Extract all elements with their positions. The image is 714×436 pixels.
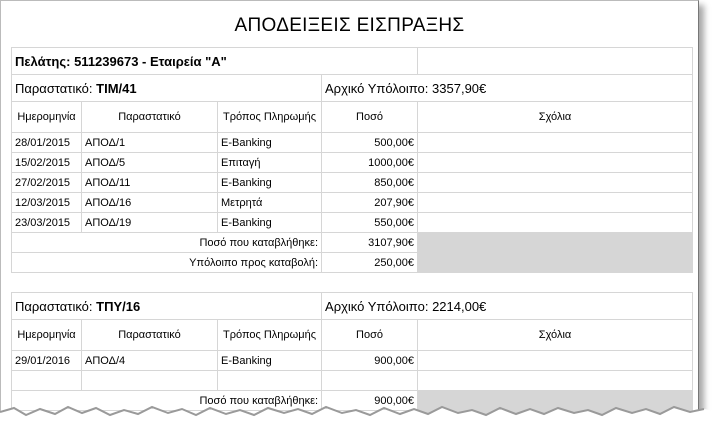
table-row bbox=[12, 133, 693, 153]
col-amount: Ποσό bbox=[322, 102, 418, 133]
row-method: E-Banking bbox=[218, 133, 322, 153]
document-row bbox=[12, 293, 693, 320]
col-doc: Παραστατικό bbox=[82, 320, 218, 351]
customer-row bbox=[12, 48, 693, 75]
row-amount: 850,00€ bbox=[322, 173, 418, 193]
row-method: Μετρητά bbox=[218, 193, 322, 213]
doc-label: Παραστατικό: bbox=[15, 80, 93, 96]
paid-label: Ποσό που καταβλήθηκε: bbox=[12, 233, 322, 253]
row-amount: 500,00€ bbox=[322, 133, 418, 153]
table-row bbox=[12, 173, 693, 193]
page-title: ΑΠΟΔΕΙΞΕΙΣ ΕΙΣΠΡΑΞΗΣ bbox=[234, 15, 465, 36]
row-comment bbox=[418, 351, 693, 371]
initial-balance-value: 3357,90€ bbox=[432, 80, 487, 96]
row-date: 27/02/2015 bbox=[12, 173, 82, 193]
row-method: Επιταγή bbox=[218, 153, 322, 173]
row-amount: 550,00€ bbox=[322, 213, 418, 233]
col-amount: Ποσό bbox=[322, 320, 418, 351]
initial-balance-label: Αρχικό Υπόλοιπο: bbox=[325, 298, 429, 314]
initial-balance-label: Αρχικό Υπόλοιπο: bbox=[325, 80, 429, 96]
table-row bbox=[12, 371, 693, 391]
row-comment bbox=[418, 173, 693, 193]
row-doc: ΑΠΟΔ/1 bbox=[82, 133, 218, 153]
row-date: 29/01/2016 bbox=[12, 351, 82, 371]
row-doc: ΑΠΟΔ/5 bbox=[82, 153, 218, 173]
col-comments: Σχόλια bbox=[418, 102, 693, 133]
paid-value: 3107,90€ bbox=[322, 233, 418, 253]
paid-label: Ποσό που καταβλήθηκε: bbox=[12, 391, 322, 411]
col-doc: Παραστατικό bbox=[82, 102, 218, 133]
row-date: 12/03/2015 bbox=[12, 193, 82, 213]
doc-label: Παραστατικό: bbox=[15, 298, 93, 314]
row-method: E-Banking bbox=[218, 351, 322, 371]
col-comments: Σχόλια bbox=[418, 320, 693, 351]
customer-label: Πελάτης: bbox=[15, 53, 71, 69]
row-doc: ΑΠΟΔ/4 bbox=[82, 351, 218, 371]
col-method: Τρόπος Πληρωμής bbox=[218, 320, 322, 351]
col-date: Ημερομηνία bbox=[12, 102, 82, 133]
remaining-label: Υπόλοιπο προς καταβολή: bbox=[12, 253, 322, 273]
torn-edge-decoration bbox=[0, 402, 714, 436]
row-date: 15/02/2015 bbox=[12, 153, 82, 173]
col-method: Τρόπος Πληρωμής bbox=[218, 102, 322, 133]
customer-value: 511239673 - Εταιρεία "Α" bbox=[74, 53, 227, 69]
row-comment bbox=[418, 193, 693, 213]
row-doc: ΑΠΟΔ/16 bbox=[82, 193, 218, 213]
row-amount: 1000,00€ bbox=[322, 153, 418, 173]
doc-value: ΤΙΜ/41 bbox=[96, 80, 137, 96]
row-comment bbox=[418, 153, 693, 173]
column-headers bbox=[12, 102, 693, 133]
row-amount: 207,90€ bbox=[322, 193, 418, 213]
column-headers bbox=[12, 320, 693, 351]
table-row bbox=[12, 351, 693, 371]
row-date: 23/03/2015 bbox=[12, 213, 82, 233]
initial-balance-value: 2214,00€ bbox=[432, 298, 487, 314]
table-row bbox=[12, 213, 693, 233]
remaining-value: 250,00€ bbox=[322, 253, 418, 273]
doc-value: ΤΠΥ/16 bbox=[96, 298, 141, 314]
row-method: E-Banking bbox=[218, 173, 322, 193]
receipts-table-1 bbox=[11, 47, 693, 273]
paid-total-row bbox=[12, 233, 693, 253]
row-doc: ΑΠΟΔ/19 bbox=[82, 213, 218, 233]
row-method: E-Banking bbox=[218, 213, 322, 233]
table-row bbox=[12, 193, 693, 213]
row-date: 28/01/2015 bbox=[12, 133, 82, 153]
remaining-total-row bbox=[12, 253, 693, 273]
col-date: Ημερομηνία bbox=[12, 320, 82, 351]
row-comment bbox=[418, 133, 693, 153]
paid-value: 900,00€ bbox=[322, 391, 418, 411]
row-amount: 900,00€ bbox=[322, 351, 418, 371]
row-comment bbox=[418, 213, 693, 233]
table-row bbox=[12, 153, 693, 173]
row-doc: ΑΠΟΔ/11 bbox=[82, 173, 218, 193]
document-row bbox=[12, 75, 693, 102]
